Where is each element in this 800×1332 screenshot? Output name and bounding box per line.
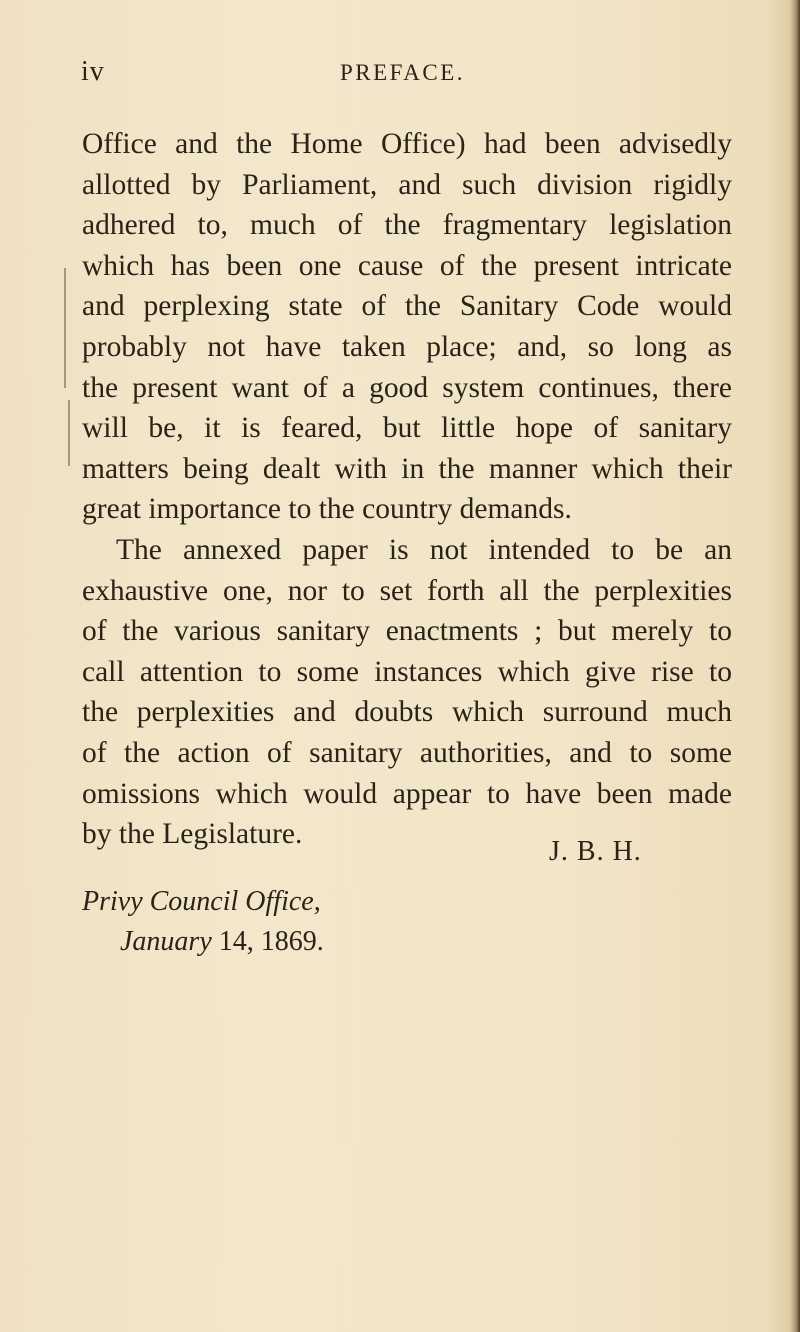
text-line: and perplexing state of the Sanitary Code would [82,290,732,323]
margin-pencil-mark [68,400,70,466]
text-line: call attention to some instances which give rise to [82,655,732,688]
text-line: of the various sanitary enactments ; but merely to [82,615,732,648]
text-line: the present want of a good system continues, there [82,371,732,404]
page-edge-shadow [790,0,800,1332]
text-line: of the action of sanitary authorities, and to some [82,736,732,769]
text-line: will be, it is feared, but little hope of sanitary [82,412,732,445]
text-line: adhered to, much of the fragmentary legislation [82,209,732,242]
text-line: the perplexities and doubts which surround much [82,696,732,729]
paragraph-1 [82,124,732,530]
page-number: iv [81,56,105,87]
paragraph-2 [82,530,732,855]
text-line: omissions which would appear to have been made [82,777,732,810]
text-line: The annexed paper is not intended to be an [116,533,732,566]
margin-pencil-mark [64,268,66,388]
text-line: great importance to the country demands. [82,493,572,526]
author-initials: J. B. H. [549,836,642,867]
date-month: January [120,926,212,957]
text-line: allotted by Parliament, and such division rigidly [82,168,732,201]
text-line: probably not have taken place; and, so long as [82,330,732,363]
text-line: which has been one cause of the present intricate [82,249,732,282]
text-line: by the Legislature. [82,818,303,851]
text-line: Office and the Home Office) had been advisedly [82,128,732,160]
text-line: exhaustive one, nor to set forth all the perplexities [82,574,732,607]
running-head: PREFACE. [340,60,466,85]
text-line: matters being dealt with in the manner which their [82,452,732,485]
date-day-year: 14, 1869. [218,926,324,957]
preface-body [82,124,732,855]
place-line: Privy Council Office, [82,886,321,917]
date-line [120,922,324,962]
